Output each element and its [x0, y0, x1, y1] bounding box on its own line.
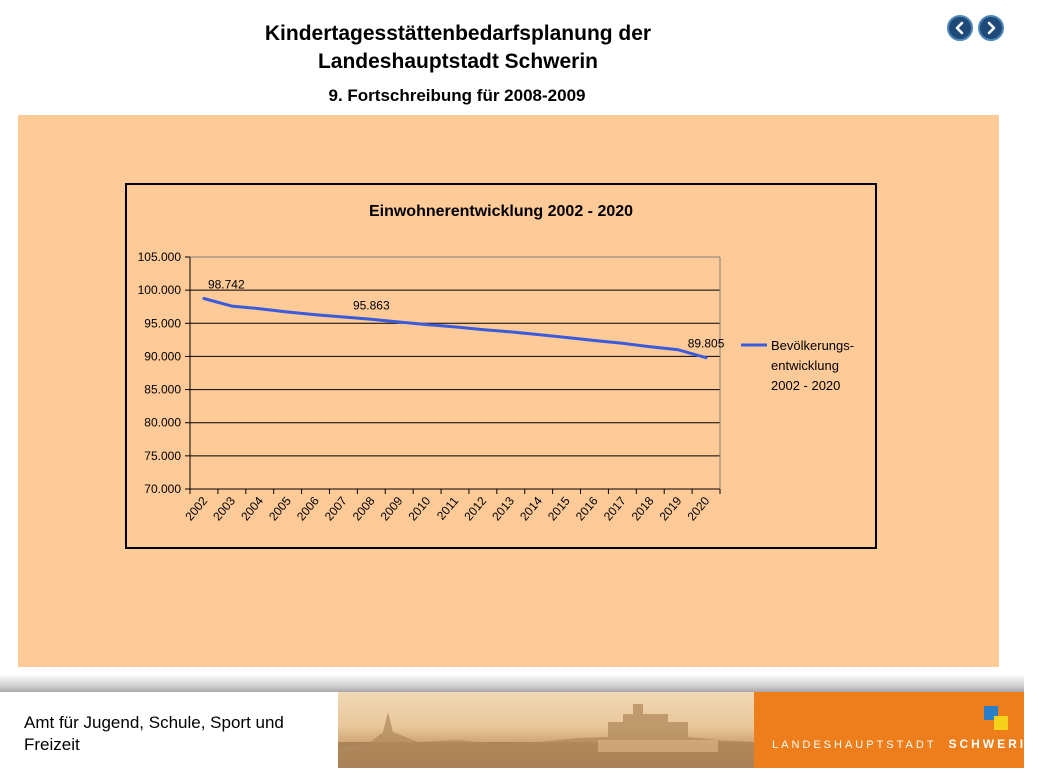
- x-tick-label: 2010: [406, 494, 434, 524]
- y-tick-label: 105.000: [138, 250, 182, 264]
- chevron-right-icon: [984, 21, 998, 35]
- x-tick-label: 2017: [601, 494, 629, 524]
- footer: [0, 692, 1024, 768]
- y-tick-label: 95.000: [144, 316, 181, 330]
- x-tick-label: 2014: [517, 494, 545, 524]
- x-tick-label: 2020: [684, 494, 712, 524]
- city-skyline-image: [338, 692, 754, 768]
- y-tick-label: 75.000: [144, 449, 181, 463]
- x-tick-label: 2004: [238, 494, 266, 524]
- brand-name: SCHWERIN: [948, 737, 1037, 751]
- x-tick-label: 2018: [629, 494, 657, 524]
- title-line-2: Landeshauptstadt Schwerin: [170, 48, 746, 76]
- brand-wordmark: [772, 737, 1038, 751]
- x-tick-label: 2007: [322, 494, 350, 524]
- page-subtitle: 9. Fortschreibung für 2008-2009: [257, 86, 657, 106]
- x-tick-label: 2003: [210, 494, 238, 524]
- y-tick-label: 80.000: [144, 416, 181, 430]
- x-tick-label: 2005: [266, 494, 294, 524]
- title-line-1: Kindertagesstättenbedarfsplanung der: [170, 20, 746, 48]
- city-brand-logo: [754, 692, 1024, 768]
- previous-slide-button[interactable]: [947, 15, 973, 41]
- legend-label: 2002 - 2020: [771, 378, 840, 393]
- slide-navigation: [947, 15, 1004, 41]
- city-panorama-image: [338, 692, 754, 768]
- brand-prefix: LANDESHAUPTSTADT: [772, 739, 936, 751]
- y-tick-label: 100.000: [138, 283, 182, 297]
- x-tick-label: 2012: [461, 494, 489, 524]
- next-slide-button[interactable]: [978, 15, 1004, 41]
- x-tick-label: 2019: [657, 494, 685, 524]
- chart-container: [125, 183, 877, 549]
- department-name: Amt für Jugend, Schule, Sport und Freizeit: [24, 712, 324, 756]
- legend-label: entwicklung: [771, 358, 839, 373]
- data-label: 89.805: [688, 337, 725, 351]
- x-tick-label: 2013: [489, 494, 517, 524]
- legend-label: Bevölkerungs-: [771, 338, 854, 353]
- page-title: [170, 20, 746, 76]
- x-tick-label: 2009: [378, 494, 406, 524]
- data-label: 95.863: [353, 298, 390, 312]
- y-tick-label: 90.000: [144, 349, 181, 363]
- series-line: [204, 299, 706, 358]
- chevron-left-icon: [953, 21, 967, 35]
- chart-title: Einwohnerentwicklung 2002 - 2020: [369, 203, 633, 220]
- x-tick-label: 2002: [182, 494, 210, 524]
- x-tick-label: 2008: [350, 494, 378, 524]
- x-tick-label: 2015: [545, 494, 573, 524]
- y-tick-label: 70.000: [144, 482, 181, 496]
- x-tick-label: 2016: [573, 494, 601, 524]
- y-tick-label: 85.000: [144, 383, 181, 397]
- city-logo-icon: [976, 700, 1016, 740]
- population-line-chart: [127, 185, 875, 547]
- data-label: 98.742: [208, 277, 245, 291]
- x-tick-label: 2006: [294, 494, 322, 524]
- footer-divider: [0, 674, 1024, 694]
- x-tick-label: 2011: [434, 494, 462, 523]
